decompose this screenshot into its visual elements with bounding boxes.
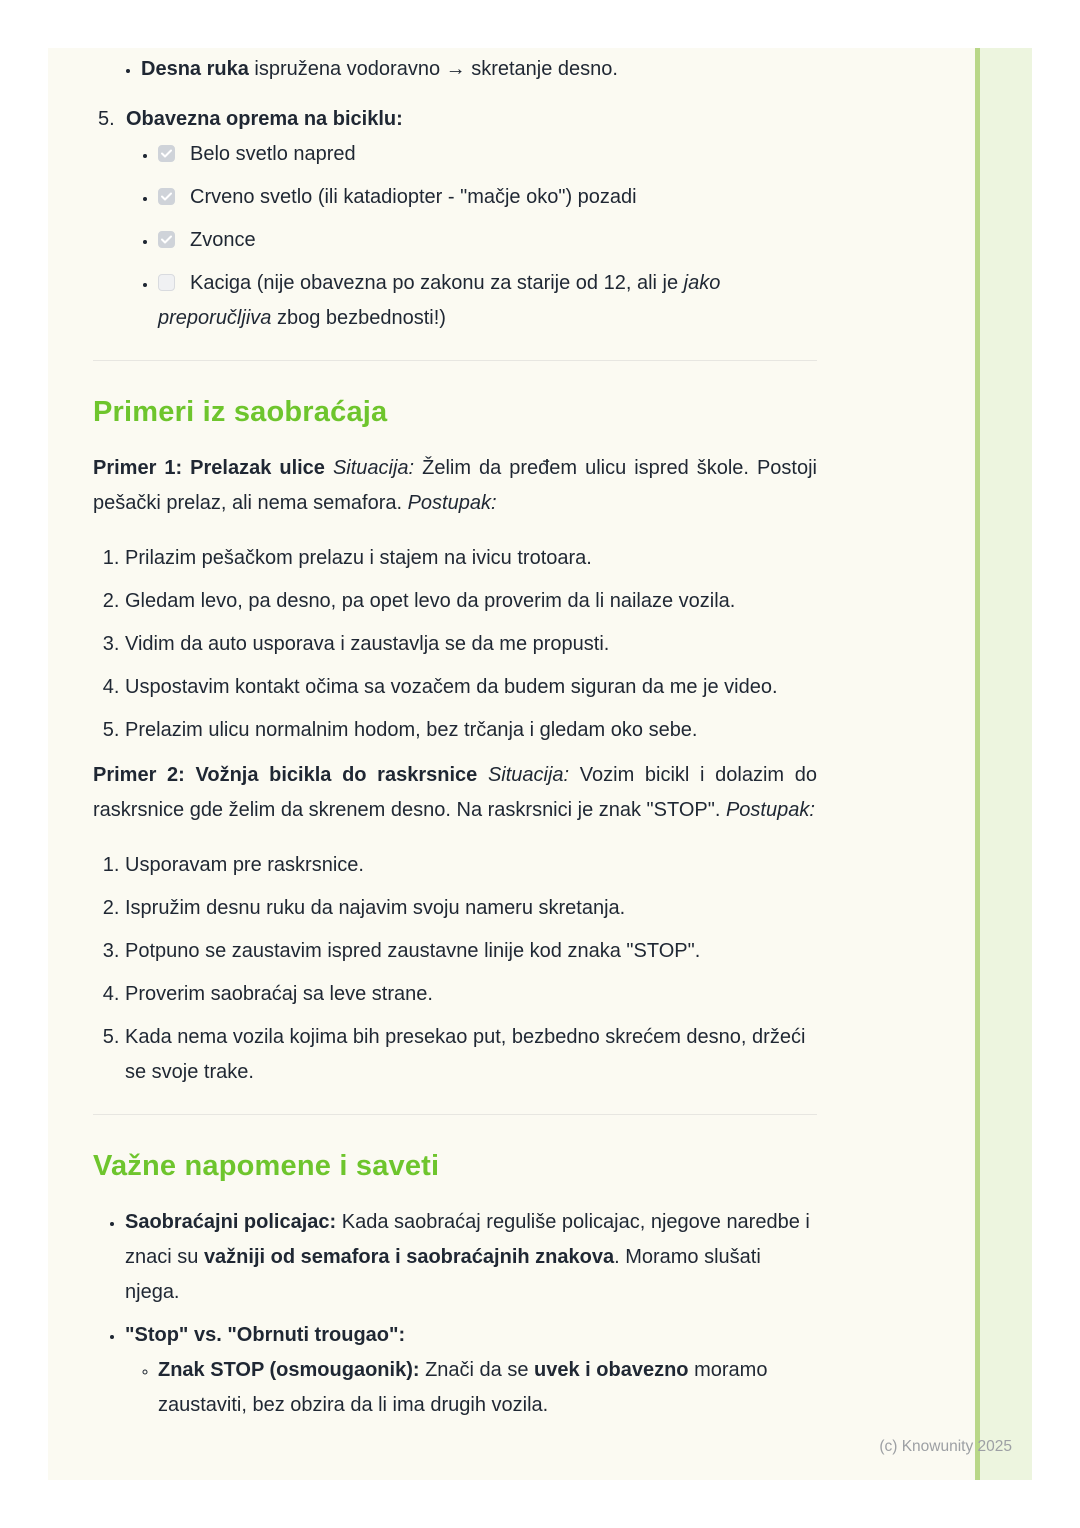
equipment-checkbox[interactable] <box>158 274 175 291</box>
checkmark-icon <box>161 192 172 201</box>
equipment-label: Kaciga (nije obavezna po zakonu za starije od 12, ali je jako preporučljiva zbog bezbednosti!) <box>158 272 721 329</box>
primer1-paragraph: Primer 1: Prelazak ulice Situacija: Želim da pređem ulicu ispred škole. Postoji pešački prelaz, ali nema semafora. Postupak: <box>93 457 817 514</box>
equipment-heading-number: 5. <box>98 108 115 130</box>
step-item: 4. Proverim saobraćaj sa leve strane. <box>125 977 817 1012</box>
step-item: 2. Gledam levo, pa desno, pa opet levo da proverim da li nailaze vozila. <box>125 584 817 619</box>
section-title-napomene: Važne napomene i saveti <box>93 1150 440 1182</box>
hand-signals-list <box>93 52 817 87</box>
note-stop-vs-trougao <box>125 1318 817 1423</box>
content-column <box>93 52 817 1431</box>
hand-signal-item: • Desna ruka ispružena vodoravno → skretanje desno. <box>141 52 817 87</box>
note-stop-vs-trougao-title: "Stop" vs. "Obrnuti trougao": <box>125 1324 406 1346</box>
section-divider <box>93 360 817 361</box>
equipment-list <box>93 137 817 336</box>
green-accent-band <box>975 48 1032 1480</box>
primer2-paragraph: Primer 2: Vožnja bicikla do raskrsnice Situacija: Vozim bicikl i dolazim do raskrsnice gde želim da skrenem desno. Na raskrsnici je znak "STOP". Postupak: <box>93 764 817 821</box>
equipment-label: Crveno svetlo (ili katadiopter - "mačje oko") pozadi <box>190 186 637 208</box>
primer1-steps-list <box>93 541 817 748</box>
notes-list <box>93 1205 817 1423</box>
page-card <box>48 48 1032 1480</box>
equipment-label: Zvonce <box>190 229 256 251</box>
equipment-item <box>158 266 817 336</box>
step-item: 3. Potpuno se zaustavim ispred zaustavne linije kod znaka "STOP". <box>125 934 817 969</box>
notes-sublist <box>125 1353 817 1423</box>
equipment-checkbox[interactable] <box>158 188 175 205</box>
step-item: 4. Uspostavim kontakt očima sa vozačem da budem siguran da me je video. <box>125 670 817 705</box>
equipment-heading: Obavezna oprema na biciklu: <box>126 108 403 130</box>
step-item: 1. Usporavam pre raskrsnice. <box>125 848 817 883</box>
equipment-item <box>158 137 817 172</box>
checkmark-icon <box>161 149 172 158</box>
section-title-primeri: Primeri iz saobraćaja <box>93 396 388 428</box>
step-item: 5. Prelazim ulicu normalnim hodom, bez trčanja i gledam oko sebe. <box>125 713 817 748</box>
primer2-steps-list <box>93 848 817 1090</box>
equipment-label: Belo svetlo napred <box>190 143 356 165</box>
note-policajac: • Saobraćajni policajac: Kada saobraćaj reguliše policajac, njegove naredbe i znaci su važniji od semafora i saobraćajnih znakova. Moramo slušati njega. <box>125 1205 817 1310</box>
equipment-checkbox[interactable] <box>158 145 175 162</box>
equipment-checkbox[interactable] <box>158 231 175 248</box>
step-item: 2. Ispružim desnu ruku da najavim svoju nameru skretanja. <box>125 891 817 926</box>
step-item: 3. Vidim da auto usporava i zaustavlja se da me propusti. <box>125 627 817 662</box>
equipment-heading-row <box>93 102 817 137</box>
equipment-item <box>158 223 817 258</box>
watermark: (c) Knowunity 2025 <box>879 1438 1012 1455</box>
checkmark-icon <box>161 235 172 244</box>
step-item: 5. Kada nema vozila kojima bih presekao put, bezbedno skrećem desno, držeći se svoje trake. <box>125 1020 817 1090</box>
equipment-item <box>158 180 817 215</box>
note-znak-stop: ◦ Znak STOP (osmougaonik): Znači da se uvek i obavezno moramo zaustaviti, bez obzira da li ima drugih vozila. <box>158 1353 817 1423</box>
section-divider <box>93 1114 817 1115</box>
step-item: 1. Prilazim pešačkom prelazu i stajem na ivicu trotoara. <box>125 541 817 576</box>
